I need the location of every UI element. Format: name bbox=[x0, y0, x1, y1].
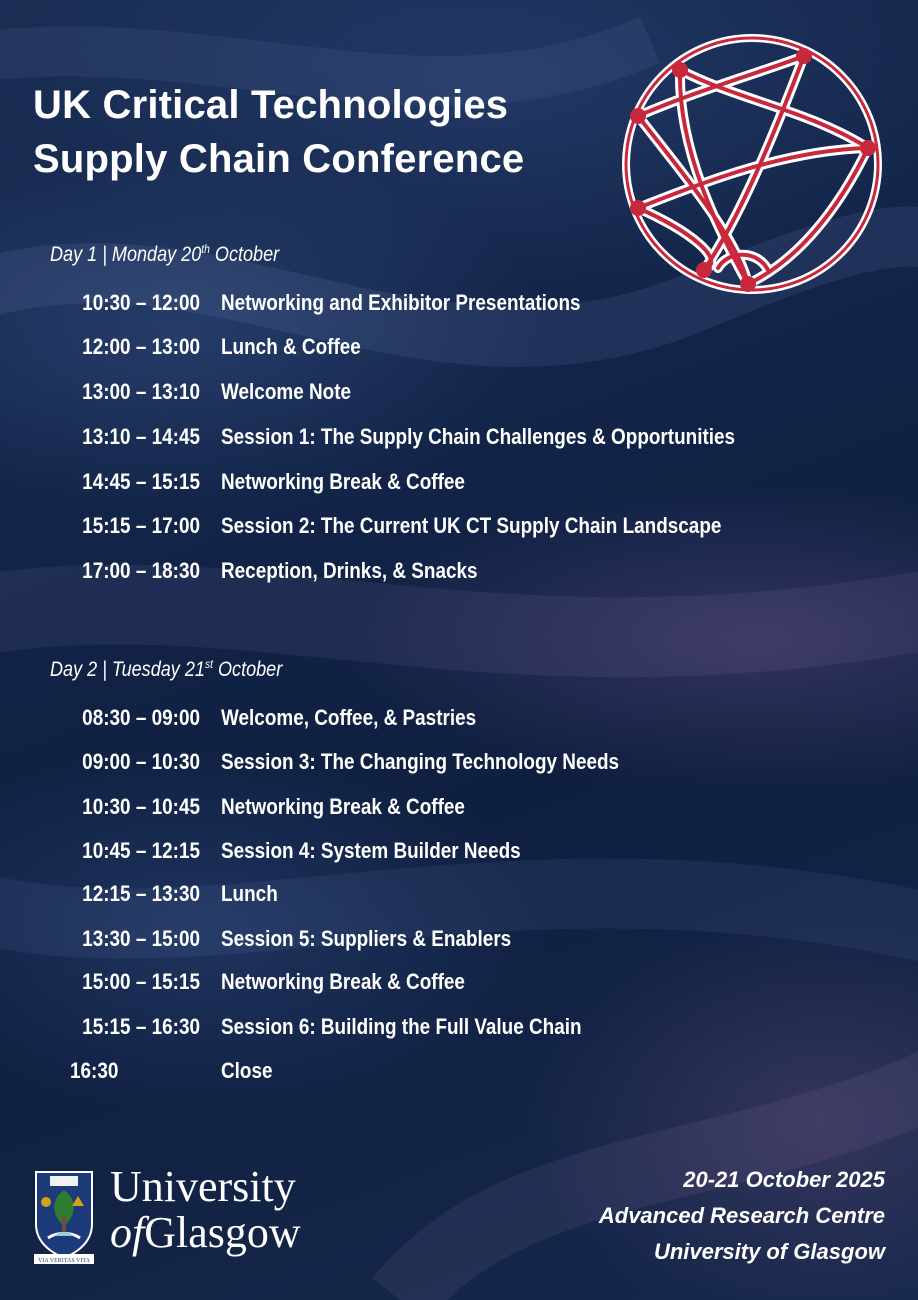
schedule-event: Session 2: The Current UK CT Supply Chain Landscape bbox=[221, 513, 722, 538]
day-2-ordinal: st bbox=[204, 657, 213, 671]
university-logo bbox=[32, 1162, 352, 1266]
schedule-event: Reception, Drinks, & Snacks bbox=[221, 558, 478, 583]
schedule-time: 13:30 – 15:00 bbox=[82, 926, 200, 951]
schedule-time: 17:00 – 18:30 bbox=[82, 558, 200, 583]
university-motto: VIA VERITAS VITA bbox=[38, 1258, 90, 1264]
title-line-1: UK Critical Technologies bbox=[33, 83, 509, 127]
schedule-time: 14:45 – 15:15 bbox=[82, 469, 200, 494]
day-2-heading bbox=[50, 657, 282, 682]
schedule-row bbox=[0, 926, 918, 956]
schedule-row bbox=[0, 469, 918, 499]
schedule-time: 15:15 – 17:00 bbox=[82, 513, 200, 538]
page-title bbox=[33, 78, 524, 186]
event-venue: Advanced Research Centre bbox=[598, 1203, 885, 1228]
schedule-event: Session 1: The Supply Chain Challenges & Opportunities bbox=[221, 424, 736, 449]
event-institution: University of Glasgow bbox=[653, 1239, 885, 1264]
schedule-time: 15:00 – 15:15 bbox=[82, 969, 200, 994]
schedule-row bbox=[0, 838, 918, 868]
schedule-row bbox=[0, 969, 918, 999]
globe-network-icon bbox=[618, 30, 886, 298]
schedule-event: Session 3: The Changing Technology Needs bbox=[221, 749, 620, 774]
university-name-of: of bbox=[110, 1208, 145, 1257]
schedule-row bbox=[0, 558, 918, 588]
schedule-event: Networking Break & Coffee bbox=[221, 969, 465, 994]
day-2-label: Day 2 | Tuesday 21 bbox=[50, 658, 205, 681]
schedule-time: 13:00 – 13:10 bbox=[82, 379, 200, 404]
day-2-month: October bbox=[212, 658, 283, 681]
university-crest-icon bbox=[32, 1168, 96, 1266]
schedule-row bbox=[0, 424, 918, 454]
schedule-time: 08:30 – 09:00 bbox=[82, 705, 200, 730]
schedule-event: Welcome Note bbox=[221, 379, 352, 404]
schedule-time: 16:30 bbox=[70, 1058, 119, 1083]
day-1-label: Day 1 | Monday 20 bbox=[50, 243, 202, 266]
schedule-event: Lunch & Coffee bbox=[221, 334, 361, 359]
schedule-row bbox=[0, 1058, 918, 1088]
university-name bbox=[110, 1164, 301, 1256]
day-1-month: October bbox=[209, 243, 280, 266]
schedule-time: 09:00 – 10:30 bbox=[82, 749, 200, 774]
schedule-row bbox=[0, 513, 918, 543]
event-details bbox=[599, 1162, 885, 1270]
schedule-event: Close bbox=[221, 1058, 273, 1083]
schedule-row bbox=[0, 794, 918, 824]
schedule-time: 10:30 – 12:00 bbox=[82, 290, 200, 315]
university-name-line-2: Glasgow bbox=[144, 1208, 301, 1257]
schedule-event: Session 4: System Builder Needs bbox=[221, 838, 521, 863]
schedule-event: Session 6: Building the Full Value Chain bbox=[221, 1014, 582, 1039]
schedule-event: Networking and Exhibitor Presentations bbox=[221, 290, 581, 315]
schedule-row bbox=[0, 334, 918, 364]
schedule-time: 10:45 – 12:15 bbox=[82, 838, 200, 863]
schedule-time: 15:15 – 16:30 bbox=[82, 1014, 200, 1039]
schedule-row bbox=[0, 1014, 918, 1044]
schedule-time: 13:10 – 14:45 bbox=[82, 424, 200, 449]
day-1-ordinal: th bbox=[201, 242, 210, 256]
schedule-row bbox=[0, 705, 918, 735]
schedule-time: 10:30 – 10:45 bbox=[82, 794, 200, 819]
title-line-2: Supply Chain Conference bbox=[33, 137, 525, 181]
day-1-heading bbox=[50, 242, 279, 267]
schedule-event: Welcome, Coffee, & Pastries bbox=[221, 705, 477, 730]
schedule-row bbox=[0, 379, 918, 409]
event-dates: 20-21 October 2025 bbox=[683, 1167, 885, 1192]
schedule-row bbox=[0, 749, 918, 779]
schedule-row bbox=[0, 290, 918, 320]
schedule-event: Lunch bbox=[221, 881, 278, 906]
schedule-row bbox=[0, 881, 918, 911]
schedule-event: Session 5: Suppliers & Enablers bbox=[221, 926, 512, 951]
university-name-line-1: University bbox=[110, 1162, 296, 1211]
schedule-event: Networking Break & Coffee bbox=[221, 794, 465, 819]
schedule-event: Networking Break & Coffee bbox=[221, 469, 465, 494]
schedule-time: 12:00 – 13:00 bbox=[82, 334, 200, 359]
schedule-time: 12:15 – 13:30 bbox=[82, 881, 200, 906]
